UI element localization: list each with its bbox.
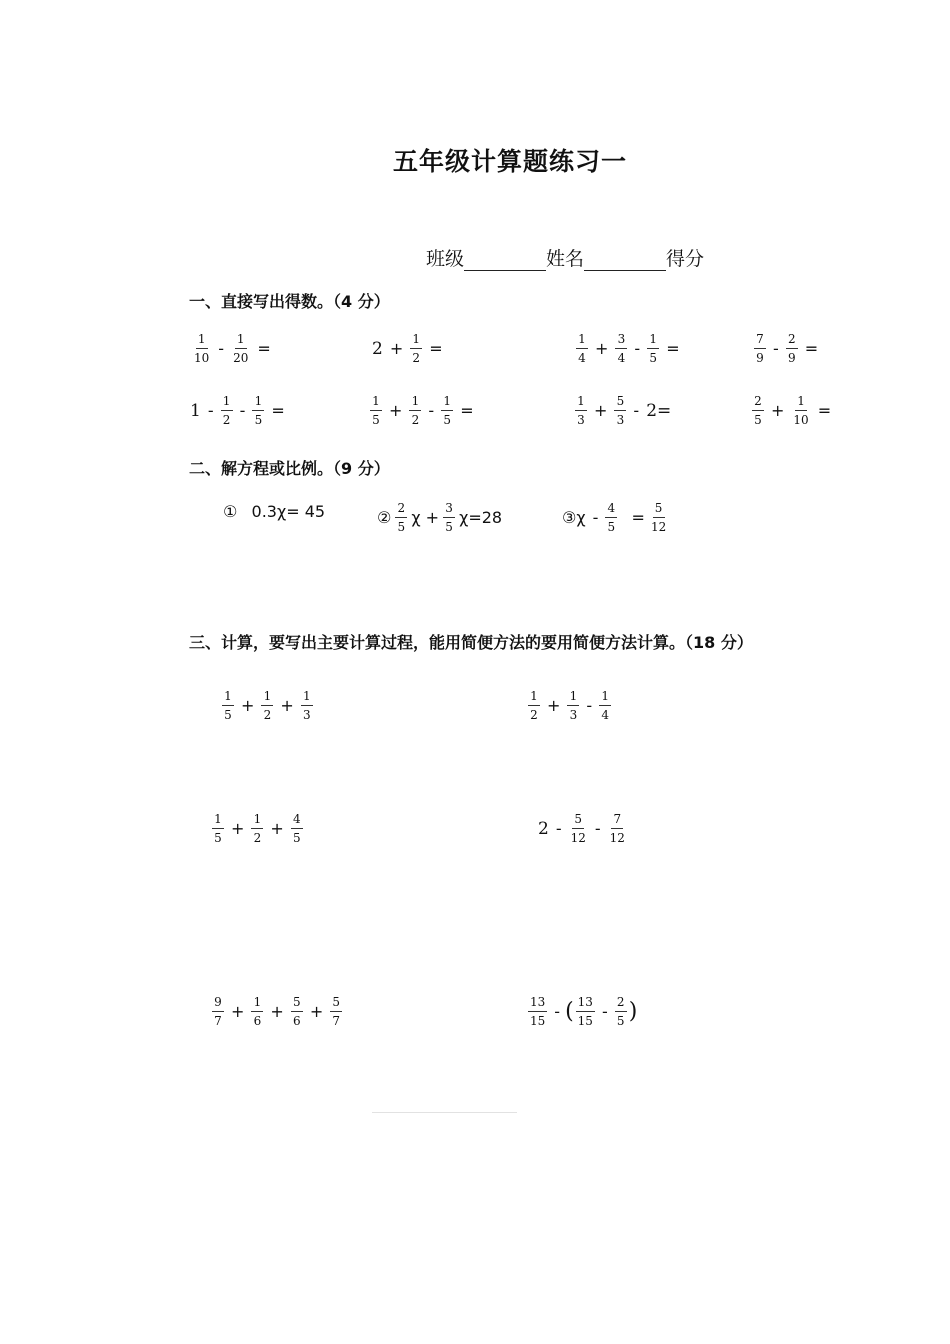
operator: + bbox=[594, 401, 608, 420]
operator: - bbox=[554, 1002, 561, 1021]
numerator: 1 bbox=[221, 395, 233, 411]
section3-heading: 三、计算，要写出主要计算过程，能用简便方法的要用简便方法计算。（18 分） bbox=[189, 633, 753, 652]
fraction bbox=[231, 333, 250, 364]
numerator: 1 bbox=[410, 333, 422, 349]
expression-text: = bbox=[621, 508, 645, 527]
fraction bbox=[330, 996, 342, 1027]
denominator: 5 bbox=[443, 413, 451, 427]
fraction bbox=[222, 690, 234, 721]
fraction bbox=[599, 690, 611, 721]
operator: = bbox=[804, 339, 819, 358]
numerator: 3 bbox=[615, 333, 627, 349]
class-label: 班级 bbox=[426, 248, 465, 270]
denominator: 3 bbox=[577, 413, 585, 427]
denominator: 5 bbox=[254, 413, 263, 427]
numerator: 4 bbox=[291, 813, 303, 829]
fraction bbox=[443, 502, 455, 533]
s2-equation-1 bbox=[221, 502, 327, 521]
numerator: 1 bbox=[212, 813, 224, 829]
numerator: 1 bbox=[251, 996, 263, 1012]
operator: - bbox=[239, 401, 246, 420]
expression-text: 0.3χ= 45 bbox=[241, 502, 326, 521]
denominator: 5 bbox=[224, 708, 232, 722]
numerator: 5 bbox=[614, 395, 626, 411]
operator: = bbox=[257, 339, 271, 358]
denominator: 5 bbox=[649, 351, 657, 365]
fraction bbox=[370, 395, 382, 426]
operator: - bbox=[207, 401, 214, 420]
operator: - bbox=[586, 696, 593, 715]
denominator: 20 bbox=[233, 351, 249, 365]
numerator: 1 bbox=[441, 395, 453, 411]
denominator: 10 bbox=[793, 413, 809, 427]
denominator: 2 bbox=[253, 831, 262, 845]
s3-problem-3 bbox=[210, 813, 305, 844]
fraction bbox=[252, 395, 264, 426]
s1-problem-4 bbox=[752, 333, 823, 364]
denominator: 2 bbox=[222, 413, 231, 427]
denominator: 6 bbox=[292, 1014, 301, 1028]
denominator: 4 bbox=[601, 708, 609, 722]
numerator: 2 bbox=[615, 996, 627, 1012]
fraction bbox=[608, 813, 627, 844]
s3-problem-5 bbox=[210, 996, 344, 1027]
expression-text: χ + bbox=[411, 508, 440, 527]
numerator: 1 bbox=[599, 690, 611, 706]
footer-divider bbox=[372, 1112, 517, 1113]
denominator: 2 bbox=[412, 351, 421, 365]
s2-equation-2 bbox=[375, 502, 504, 533]
fraction bbox=[615, 996, 627, 1027]
denominator: 4 bbox=[578, 351, 586, 365]
numerator: 9 bbox=[212, 996, 224, 1012]
numerator: 1 bbox=[409, 395, 421, 411]
operator: + bbox=[389, 401, 403, 420]
fraction bbox=[409, 395, 421, 426]
denominator: 12 bbox=[570, 831, 586, 845]
s3-problem-4 bbox=[536, 813, 629, 844]
fraction bbox=[567, 690, 579, 721]
numerator: 1 bbox=[567, 690, 579, 706]
s1-problem-8 bbox=[750, 395, 836, 426]
operator: - bbox=[428, 401, 435, 420]
fraction bbox=[576, 333, 588, 364]
operator: + bbox=[771, 401, 785, 420]
numerator: 5 bbox=[572, 813, 584, 829]
fraction bbox=[212, 813, 224, 844]
fraction bbox=[647, 333, 659, 364]
numerator: 13 bbox=[528, 996, 547, 1012]
parenthesis: ) bbox=[628, 999, 638, 1024]
fraction bbox=[528, 996, 547, 1027]
numerator: 2 bbox=[786, 333, 798, 349]
name-label: 姓名 bbox=[546, 248, 585, 270]
section2-heading: 二、解方程或比例。（9 分） bbox=[189, 459, 390, 478]
fraction bbox=[615, 333, 627, 364]
denominator: 2 bbox=[530, 708, 538, 722]
operator: - bbox=[555, 819, 562, 838]
s1-problem-1 bbox=[190, 333, 276, 364]
fraction bbox=[569, 813, 588, 844]
s3-problem-6 bbox=[526, 996, 637, 1027]
operator: + bbox=[309, 1002, 324, 1021]
parenthesis: ( bbox=[565, 999, 574, 1024]
denominator: 3 bbox=[569, 708, 578, 722]
class-blank[interactable] bbox=[464, 248, 546, 271]
operator: = bbox=[817, 401, 832, 420]
page-title: 五年级计算题练习一 bbox=[392, 147, 627, 176]
expression-text: 2 bbox=[372, 338, 383, 359]
fraction bbox=[261, 690, 273, 721]
expression-text: ② bbox=[377, 508, 392, 527]
expression-text: ③χ bbox=[562, 508, 586, 527]
name-blank[interactable] bbox=[584, 248, 666, 271]
numerator: 2 bbox=[752, 395, 764, 411]
fraction bbox=[410, 333, 422, 364]
section1-heading: 一、直接写出得数。（4 分） bbox=[189, 292, 390, 311]
fraction bbox=[754, 333, 766, 364]
numerator: 1 bbox=[528, 690, 540, 706]
fraction bbox=[528, 690, 540, 721]
numerator: 5 bbox=[653, 502, 665, 518]
numerator: 1 bbox=[235, 333, 247, 349]
operator: + bbox=[270, 1002, 284, 1021]
s2-equation-3 bbox=[560, 502, 670, 533]
numerator: 1 bbox=[576, 333, 588, 349]
s1-problem-5 bbox=[188, 395, 290, 426]
fraction bbox=[291, 813, 303, 844]
numerator: 1 bbox=[795, 395, 807, 411]
denominator: 9 bbox=[756, 351, 764, 365]
operator: + bbox=[389, 339, 404, 358]
numerator: 5 bbox=[330, 996, 342, 1012]
denominator: 5 bbox=[754, 413, 762, 427]
fraction bbox=[576, 996, 595, 1027]
numerator: 1 bbox=[370, 395, 382, 411]
denominator: 12 bbox=[650, 520, 667, 534]
numerator: 7 bbox=[611, 813, 623, 829]
expression-text: 2= bbox=[646, 400, 672, 421]
operator: - bbox=[594, 819, 601, 838]
denominator: 5 bbox=[607, 520, 616, 534]
operator: + bbox=[241, 696, 255, 715]
score-label: 得分 bbox=[666, 248, 705, 270]
s3-problem-2 bbox=[526, 690, 613, 721]
denominator: 5 bbox=[616, 1014, 625, 1028]
operator: = bbox=[666, 339, 680, 358]
numerator: 1 bbox=[252, 395, 264, 411]
operator: - bbox=[634, 339, 641, 358]
expression-text: ① bbox=[223, 502, 238, 521]
operator: = bbox=[271, 401, 285, 420]
numerator: 1 bbox=[222, 690, 234, 706]
s1-problem-2 bbox=[370, 333, 448, 364]
numerator: 1 bbox=[196, 333, 208, 349]
operator: - bbox=[633, 401, 640, 420]
denominator: 5 bbox=[445, 520, 453, 534]
expression-text: χ=28 bbox=[459, 508, 503, 527]
denominator: 5 bbox=[397, 520, 406, 534]
numerator: 7 bbox=[754, 333, 766, 349]
operator: + bbox=[595, 339, 609, 358]
fraction bbox=[212, 996, 224, 1027]
operator: + bbox=[231, 819, 245, 838]
denominator: 3 bbox=[616, 413, 625, 427]
denominator: 6 bbox=[253, 1014, 262, 1028]
fraction bbox=[649, 502, 668, 533]
s1-problem-3 bbox=[574, 333, 685, 364]
numerator: 1 bbox=[575, 395, 587, 411]
operator: + bbox=[547, 696, 561, 715]
operator: - bbox=[601, 1002, 608, 1021]
s3-problem-1 bbox=[220, 690, 315, 721]
denominator: 5 bbox=[214, 831, 222, 845]
denominator: 7 bbox=[332, 1014, 341, 1028]
operator: - bbox=[773, 339, 779, 358]
fraction bbox=[395, 502, 407, 533]
operator: = bbox=[429, 339, 443, 358]
denominator: 2 bbox=[263, 708, 272, 722]
fraction bbox=[291, 996, 303, 1027]
fraction bbox=[221, 395, 233, 426]
s1-problem-7 bbox=[573, 395, 673, 426]
numerator: 3 bbox=[443, 502, 455, 518]
operator: + bbox=[270, 819, 284, 838]
numerator: 1 bbox=[261, 690, 273, 706]
expression-text: 2 bbox=[538, 818, 549, 839]
denominator: 7 bbox=[214, 1014, 222, 1028]
denominator: 3 bbox=[302, 708, 311, 722]
denominator: 10 bbox=[194, 351, 210, 365]
denominator: 2 bbox=[411, 413, 420, 427]
fraction bbox=[791, 395, 810, 426]
student-info-line bbox=[426, 244, 704, 271]
denominator: 5 bbox=[372, 413, 380, 427]
fraction bbox=[441, 395, 453, 426]
operator: + bbox=[280, 696, 294, 715]
fraction bbox=[605, 502, 617, 533]
numerator: 1 bbox=[301, 690, 313, 706]
fraction bbox=[614, 395, 626, 426]
expression-text: 1 bbox=[190, 400, 201, 421]
operator: + bbox=[231, 1002, 245, 1021]
fraction bbox=[575, 395, 587, 426]
fraction bbox=[786, 333, 798, 364]
denominator: 12 bbox=[609, 831, 625, 845]
numerator: 4 bbox=[605, 502, 617, 518]
denominator: 15 bbox=[530, 1014, 546, 1028]
fraction bbox=[251, 996, 263, 1027]
operator: - bbox=[592, 508, 599, 527]
s1-problem-6 bbox=[368, 395, 479, 426]
fraction bbox=[301, 690, 313, 721]
operator: = bbox=[460, 401, 474, 420]
fraction bbox=[251, 813, 263, 844]
numerator: 1 bbox=[647, 333, 659, 349]
operator: - bbox=[218, 339, 225, 358]
denominator: 5 bbox=[292, 831, 301, 845]
numerator: 1 bbox=[251, 813, 263, 829]
fraction bbox=[752, 395, 764, 426]
numerator: 13 bbox=[576, 996, 595, 1012]
denominator: 4 bbox=[617, 351, 626, 365]
numerator: 2 bbox=[395, 502, 407, 518]
numerator: 5 bbox=[291, 996, 303, 1012]
denominator: 9 bbox=[787, 351, 796, 365]
denominator: 15 bbox=[577, 1014, 593, 1028]
fraction bbox=[192, 333, 211, 364]
